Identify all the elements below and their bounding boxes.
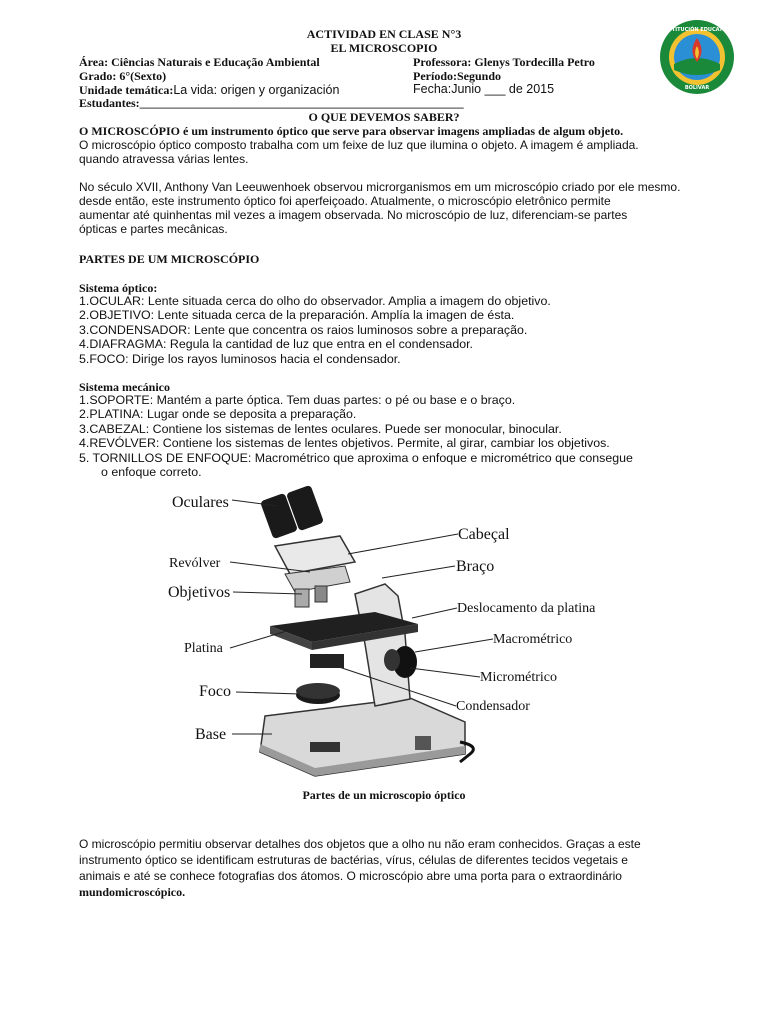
section-heading-saber: O QUE DEVEMOS SABER? (308, 110, 460, 124)
list-item: 2.PLATINA: Lugar onde se deposita a preparação. (79, 407, 357, 422)
list-item: 4.REVÓLVER: Contiene los sistemas de lentes objetivos. Permite, al girar, cambiar los objetivos. (79, 436, 610, 451)
paragraph-1-line1: O microscópio óptico composto trabalha com um feixe de luz que ilumina o objeto. A imagem é ampliada. (79, 138, 639, 152)
periodo-field: Período:Segundo (413, 69, 502, 83)
label-base: Base (195, 726, 227, 743)
page-title: ACTIVIDAD EN CLASE N°3 (306, 27, 462, 41)
paragraph-2-line3: aumentar até quinhentas mil vezes a imagem observada. No microscópio de luz, diferenciam-se partes (79, 208, 628, 222)
mechanical-list (79, 393, 731, 479)
closing-line3: animais e até se conhece fotografias dos átomos. O microscópio abre uma porta para o extraordinário (79, 869, 622, 883)
estudantes-field: Estudantes:______________________________________________________ (79, 96, 464, 110)
svg-text:INSTITUCIÓN EDUCATIVA: INSTITUCIÓN EDUCATIVA (662, 27, 732, 33)
unidade-value: La vida: origen y organización (173, 83, 340, 97)
optical-system-title: Sistema óptico: (79, 281, 158, 295)
closing-paragraph (79, 836, 719, 900)
list-item: 2.OBJETIVO: Lente situada cerca de la preparación. Amplía la imagen de ésta. (79, 308, 515, 323)
parts-heading: PARTES DE UM MICROSCÓPIO (79, 252, 260, 266)
label-objetivos: Objetivos (168, 584, 231, 601)
label-foco: Foco (199, 683, 231, 700)
svg-text:BOLIVAR: BOLIVAR (684, 85, 710, 91)
label-deslocamento: Deslocamento da platina (457, 601, 596, 616)
unidade-label: Unidade temática: (79, 83, 174, 97)
school-logo (658, 18, 736, 96)
label-oculares: Oculares (172, 494, 229, 511)
professora-field: Professora: Glenys Tordecilla Petro (413, 55, 595, 69)
fecha-field: Fecha:Junio ___ de 2015 (413, 82, 555, 96)
closing-line4: mundomicroscópico. (79, 885, 186, 899)
figure-caption: Partes de un microscopio óptico (302, 788, 466, 802)
paragraph-2 (79, 180, 715, 236)
list-item: 5. TORNILLOS DE ENFOQUE: Macrométrico que aproxima o enfoque e micrométrico que consegue (79, 450, 633, 465)
mechanical-system-title: Sistema mecánico (79, 380, 170, 394)
list-item: 3.CONDENSADOR: Lente que concentra os raios luminosos sobre a preparação. (79, 322, 528, 337)
paragraph-2-line4: ópticas e partes mecânicas. (79, 222, 228, 236)
list-item-continuation: o enfoque correto. (101, 465, 202, 480)
list-item: 4.DIAFRAGMA: Regula la cantidad de luz que entra en el condensador. (79, 337, 473, 352)
closing-line2: instrumento óptico se identificam estruturas de bactérias, vírus, células de diferentes tecidos vegetais e (79, 853, 628, 867)
paragraph-2-line2: desde então, este instrumento óptico foi aperfeiçoado. Atualmente, o microscópio eletrônico permite (79, 194, 611, 208)
label-platina: Platina (184, 641, 223, 656)
paragraph-2-line1: No século XVII, Anthony Van Leeuwenhoek observou microrganismos em um microscópio criado por ele mesmo. (79, 180, 681, 194)
optical-list (79, 294, 731, 366)
paragraph-1-line2: quando atravessa várias lentes. (79, 152, 249, 166)
closing-line1: O microscópio permitiu observar detalhes dos objetos que a olho nu não eram conhecidos. Graças a este (79, 837, 641, 851)
list-item: 3.CABEZAL: Contiene los sistemas de lentes oculares. Puede ser monocular, binocular. (79, 421, 562, 436)
list-item: 1.SOPORTE: Mantém a parte óptica. Tem duas partes: o pé ou base e o braço. (79, 393, 516, 407)
label-macrometrico: Macrométrico (493, 632, 573, 647)
label-micrometrico: Micrométrico (480, 670, 557, 685)
page-subtitle: EL MICROSCOPIO (330, 41, 438, 55)
area-field: Área: Ciências Naturais e Educação Ambiental (79, 55, 320, 69)
list-item: 1.OCULAR: Lente situada cerca do olho do observador. Amplia a imagem do objetivo. (79, 294, 551, 308)
paragraph-1 (79, 138, 715, 166)
label-condensador: Condensador (456, 699, 530, 714)
label-cabecal: Cabeçal (458, 526, 510, 543)
list-item: 5.FOCO: Dirige los rayos luminosos hacia el condensador. (79, 351, 401, 366)
school-seal-icon (658, 18, 736, 96)
label-revolver: Revólver (169, 556, 221, 571)
definition-text: O MICROSCÓPIO é um instrumento óptico que serve para observar imagens ampliadas de algum objeto. (79, 124, 624, 138)
label-braco: Braço (456, 558, 495, 575)
grado-field: Grado: 6°(Sexto) (79, 69, 167, 83)
